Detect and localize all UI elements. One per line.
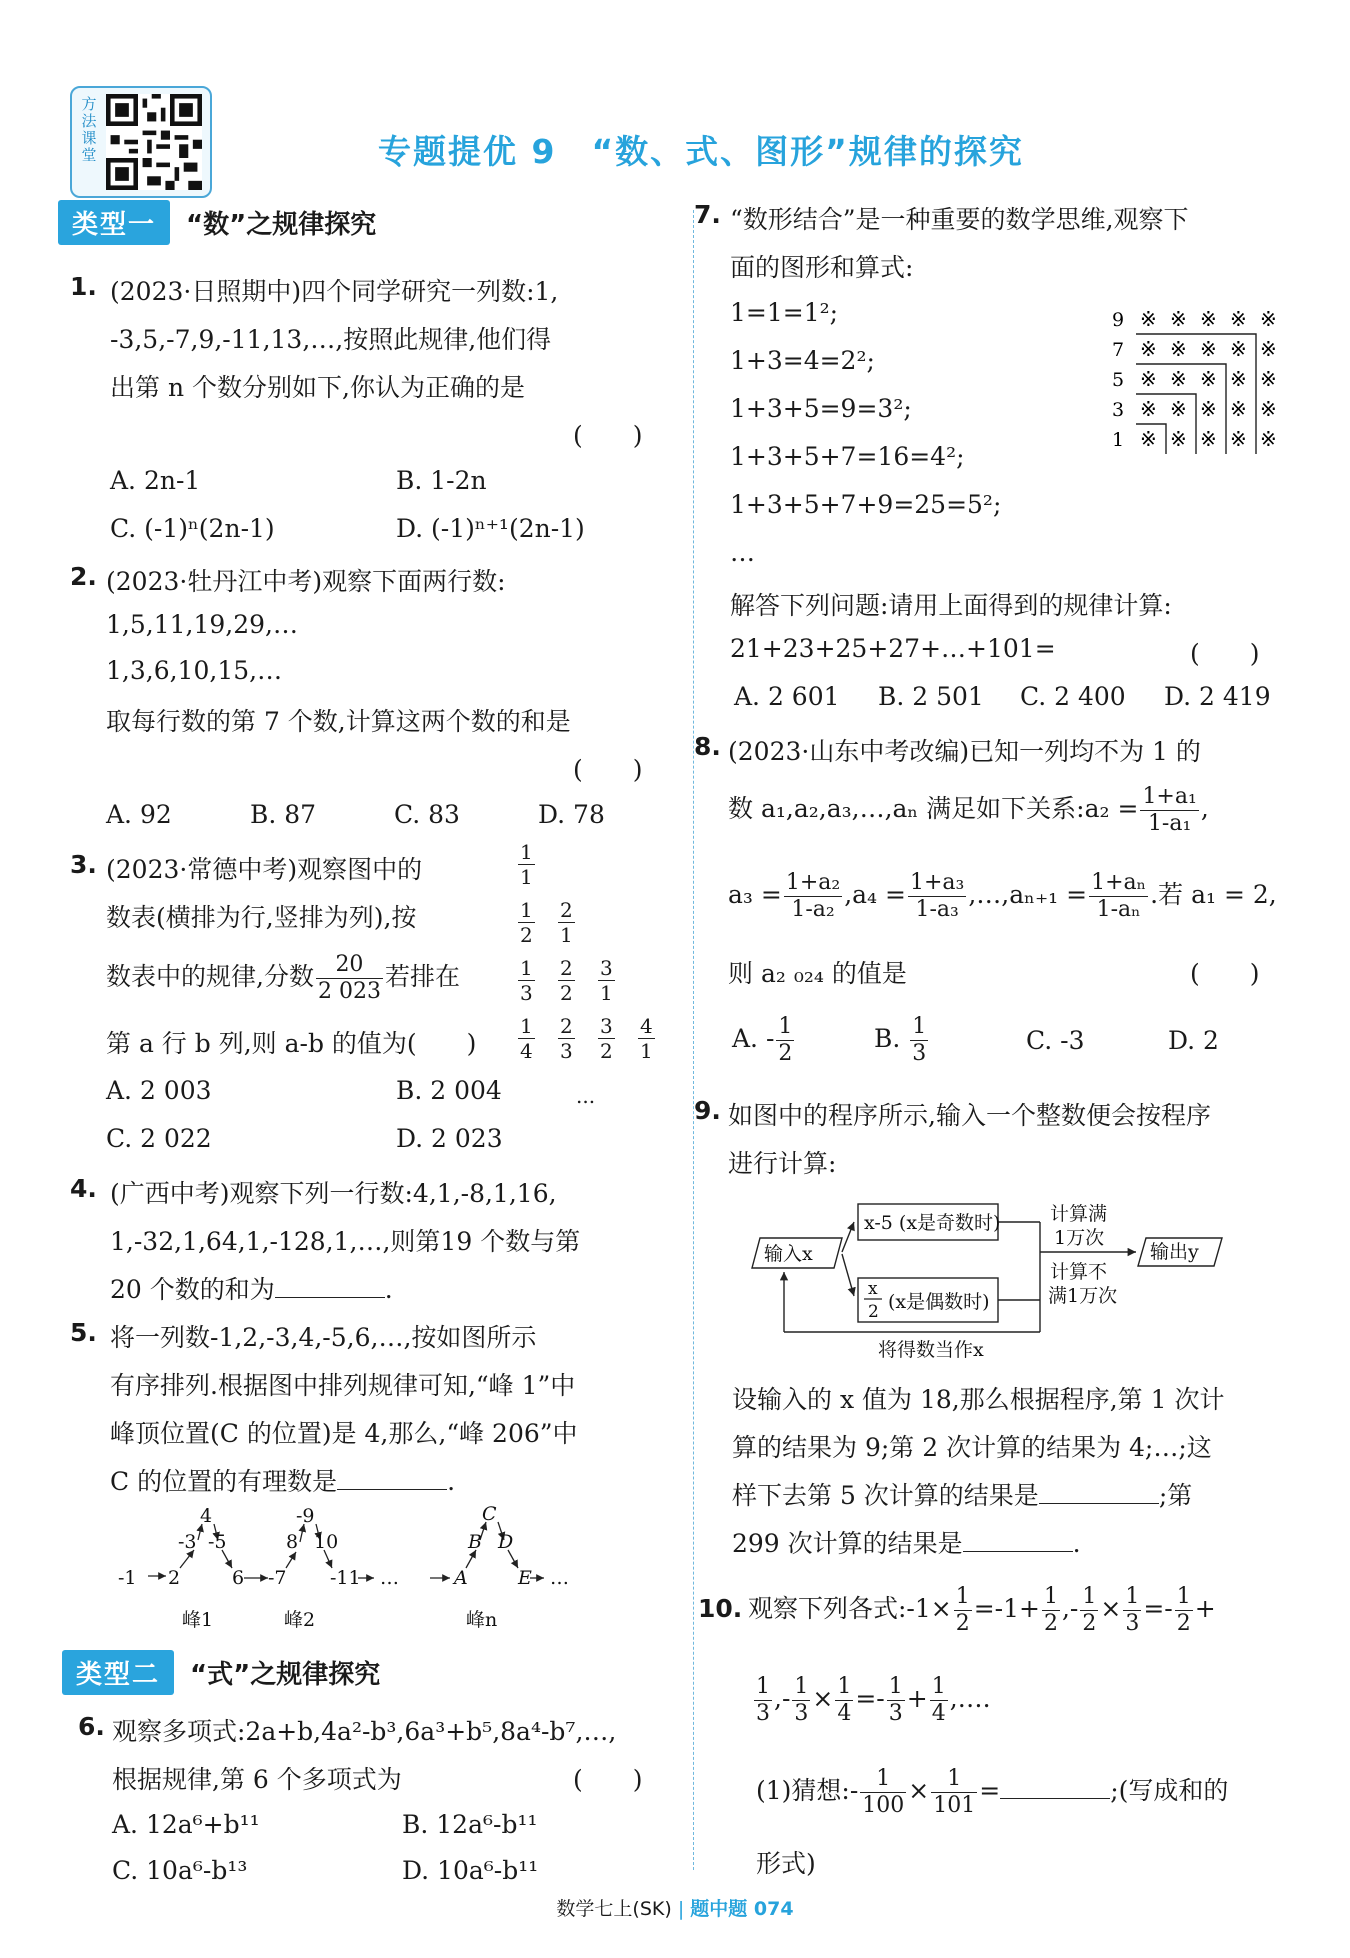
fraction-denominator: 1	[560, 923, 573, 947]
grid-symbol: ※	[1170, 397, 1187, 421]
page	[18, 14, 1332, 1944]
grid-symbol: ※	[1260, 367, 1277, 391]
diagram-number: -1	[118, 1567, 137, 1589]
fraction-numerator: 1	[860, 1766, 906, 1793]
fraction-denominator: 1	[520, 865, 533, 889]
qr-code-panel[interactable]	[70, 86, 212, 198]
flow-input-label: 输入x	[764, 1243, 813, 1265]
grid-row-label: 3	[1112, 399, 1125, 421]
question-text: 面的图形和算式:	[730, 253, 914, 282]
question-text: 取每行数的第 7 个数,计算这两个数的和是	[106, 707, 571, 736]
option-a[interactable]	[732, 1014, 796, 1067]
fraction	[316, 952, 383, 1005]
flow-condition: 计算不	[1050, 1261, 1108, 1283]
fraction	[860, 1766, 906, 1819]
diagram-letter: E	[518, 1567, 532, 1589]
question-text: 如图中的程序所示,输入一个整数便会按程序	[728, 1101, 1211, 1130]
question-text: 有序排列.根据图中排列规律可知,“峰 1”中	[110, 1371, 576, 1400]
question-number: 6.	[78, 1712, 105, 1741]
fraction-denominator: 2 023	[317, 979, 381, 1004]
question-number: 4.	[70, 1174, 97, 1203]
fraction	[792, 1674, 810, 1727]
option-c[interactable]: C. 83	[394, 800, 460, 829]
question-text-part: ;(写成和的	[1110, 1776, 1229, 1805]
diagram-number: -3	[178, 1531, 197, 1553]
fraction-denominator: 4	[931, 1701, 946, 1726]
question-text-part: C 的位置的有理数是	[110, 1467, 338, 1496]
option-c[interactable]: C. 10a⁶-b¹³	[112, 1856, 248, 1885]
grid-symbol: ※	[1170, 367, 1187, 391]
option-b[interactable]: B. 12a⁶-b¹¹	[402, 1810, 538, 1839]
section-type1	[58, 200, 376, 245]
diagram-number: 10	[314, 1531, 339, 1553]
fraction-numerator: 1	[1176, 1584, 1191, 1609]
grid-symbol: ※	[1170, 307, 1187, 331]
option-d[interactable]: D. 78	[538, 800, 605, 829]
question-text: 观察多项式:2a+b,4a²-b³,6a³+b⁵,8a⁴-b⁷,…,	[112, 1717, 617, 1746]
fraction-denominator: 2	[560, 981, 573, 1005]
question-text: 则 a₂ ₀₂₄ 的值是	[728, 959, 907, 988]
diagram-number: 2	[168, 1567, 181, 1589]
fraction	[835, 1674, 853, 1727]
option-a[interactable]: A. 92	[106, 800, 172, 829]
footer-book: 数学七上(SK)	[556, 1898, 672, 1920]
question-text: 解答下列问题:请用上面得到的规律计算:	[730, 591, 1172, 620]
grid-row-label: 1	[1112, 429, 1125, 451]
equation: 1=1=1²;	[730, 298, 839, 327]
question-text: 299 次计算的结果是 .	[732, 1529, 1081, 1558]
grid-symbol: ※	[1260, 427, 1277, 451]
fraction	[954, 1584, 972, 1637]
question-text: 观察下列各式:-1× $\frac{1}{2}$ =-1+ $\frac{1}{2}$ ,- $\frac{1}{2}$ × $\frac{1}{3}$ =- $\frac{1}{2}$ +	[748, 1584, 1216, 1636]
fraction-numerator: 1	[1082, 1584, 1097, 1609]
fraction-numerator: 3	[600, 956, 613, 980]
fraction	[1175, 1584, 1193, 1637]
fraction-numerator: 1+a₂	[785, 870, 841, 895]
question-text: 20 个数的和为 .	[110, 1275, 393, 1304]
flow-condition: 计算满	[1050, 1203, 1108, 1225]
diagram-number: 4	[200, 1505, 213, 1527]
option-b[interactable]	[874, 1014, 930, 1067]
fraction-denominator: 3	[560, 1039, 573, 1063]
fraction-denominator: 1-aₙ	[1096, 897, 1141, 922]
diagram-ellipsis: …	[380, 1567, 399, 1589]
question-number: 1.	[70, 272, 97, 301]
grid-row-label: 5	[1112, 369, 1125, 391]
answer-bracket[interactable]: ( )	[573, 1765, 643, 1794]
answer-bracket[interactable]: ( )	[1190, 959, 1260, 988]
diagram-letter: D	[498, 1531, 514, 1553]
diagram-letter: A	[454, 1567, 468, 1589]
answer-bracket[interactable]: ( )	[573, 755, 643, 784]
grid-symbol: ※	[1230, 307, 1247, 331]
fraction-denominator: 2	[1176, 1611, 1191, 1636]
fraction-numerator: 20	[316, 952, 383, 979]
diagram-number: -5	[208, 1531, 227, 1553]
equation: …	[730, 538, 755, 567]
fraction-denominator: 100	[862, 1793, 905, 1818]
fraction-numerator: 1	[931, 1766, 977, 1793]
option-d[interactable]: D. 10a⁶-b¹¹	[402, 1856, 539, 1885]
option-b[interactable]: B. 87	[250, 800, 317, 829]
fraction-numerator: 1	[794, 1674, 809, 1699]
fraction	[754, 1674, 772, 1727]
fraction	[1080, 1584, 1098, 1637]
fraction-denominator: 101	[933, 1793, 976, 1818]
diagram-number: -7	[268, 1567, 287, 1589]
option-c[interactable]: C. 2 022	[106, 1124, 212, 1153]
fraction-numerator: 1	[520, 956, 533, 980]
question-text-part: ,…,aₙ₊₁ =	[968, 880, 1088, 909]
qr-label: 方法课堂	[81, 95, 97, 164]
fraction-numerator: 2	[560, 898, 573, 922]
table-fraction	[558, 956, 575, 1005]
section-title: “式”之规律探究	[190, 1660, 381, 1690]
fraction-denominator: 2	[1082, 1611, 1097, 1636]
fraction	[887, 1674, 905, 1727]
fraction	[1042, 1584, 1060, 1637]
fraction-numerator: 1	[778, 1014, 793, 1039]
grid-row-label: 7	[1112, 339, 1125, 361]
question-text-part: 观察下列各式:-1×	[748, 1594, 952, 1623]
option-a[interactable]: A. 2 003	[106, 1076, 212, 1105]
option-c[interactable]: C. -3	[1026, 1026, 1085, 1055]
peak-diagram	[118, 1504, 678, 1634]
peak-label: 峰n	[466, 1609, 498, 1631]
equation: 1+3=4=2²;	[730, 346, 875, 375]
peak-label: 峰2	[284, 1609, 316, 1631]
fraction-denominator: 1-a₁	[1147, 811, 1192, 836]
fraction	[1123, 1584, 1141, 1637]
fraction-denominator: 2	[778, 1041, 793, 1066]
table-fraction	[598, 1014, 615, 1063]
flow-even-label: (x是偶数时)	[888, 1291, 990, 1313]
answer-bracket[interactable]: ( )	[1190, 639, 1260, 668]
table-fraction	[518, 956, 535, 1005]
flow-loop-label: 将得数当作x	[878, 1339, 984, 1361]
section-tag: 类型一	[58, 200, 170, 245]
grid-symbol: ※	[1140, 337, 1157, 361]
question-text-part: ,a₄ =	[844, 880, 906, 909]
qr-code-icon[interactable]	[106, 94, 202, 190]
question-text-part: ;第	[1158, 1481, 1193, 1510]
question-text: 出第 n 个数分别如下,你认为正确的是	[110, 373, 525, 402]
question-text-part: 样下去第 5 次计算的结果是	[732, 1481, 1039, 1510]
table-fraction	[518, 898, 535, 947]
fraction-numerator: 2	[560, 1014, 573, 1038]
flowchart	[748, 1186, 1288, 1366]
question-number: 10.	[698, 1594, 743, 1623]
question-text-part: 20 个数的和为	[110, 1275, 275, 1304]
footer-page: 题中题 074	[690, 1898, 794, 1920]
answer-blank[interactable]	[275, 1275, 385, 1298]
fraction-numerator: 1+aₙ	[1091, 870, 1147, 895]
fraction-numerator: 1	[756, 1674, 770, 1699]
question-number: 2.	[70, 562, 97, 591]
question-text-part: 数表中的规律,分数	[106, 962, 314, 991]
peak-label: 峰1	[182, 1609, 214, 1631]
question-text: 将一列数-1,2,-3,4,-5,6,…,按如图所示	[110, 1323, 537, 1352]
fraction-table	[516, 840, 686, 1100]
fraction-numerator: 1	[912, 1014, 927, 1039]
grid-row-label: 9	[1112, 309, 1125, 331]
section-type2	[62, 1650, 380, 1695]
question-text: 1,-32,1,64,1,-128,1,…,则第19 个数与第	[110, 1227, 581, 1256]
answer-blank[interactable]	[1039, 1481, 1159, 1504]
fraction-denominator: 3	[888, 1701, 903, 1726]
question-text: (2023·日照期中)四个同学研究一列数:1,	[110, 277, 559, 306]
question-text-part: (1)猜想:-	[756, 1776, 859, 1805]
fraction-numerator: 1	[520, 1014, 533, 1038]
fraction-numerator: 1	[520, 840, 533, 864]
fraction-denominator: 3	[1125, 1611, 1140, 1636]
fraction-denominator: 2	[600, 1039, 613, 1063]
question-text-part: =	[979, 1776, 1001, 1805]
fraction-numerator: 1	[931, 1674, 946, 1699]
option-c[interactable]: C. 2 400	[1020, 682, 1126, 711]
grid-symbol: ※	[1200, 337, 1217, 361]
number-row: 1,5,11,19,29,…	[106, 610, 298, 639]
section-title: “数”之规律探究	[186, 210, 377, 240]
question-text-part: a₃ =	[728, 880, 782, 909]
flow-even-numerator: x	[868, 1279, 878, 1299]
option-d[interactable]: D. 2 023	[396, 1124, 503, 1153]
fraction-numerator: 1	[888, 1674, 903, 1699]
answer-blank[interactable]	[1000, 1776, 1110, 1799]
question-text: 设输入的 x 值为 18,那么根据程序,第 1 次计	[732, 1385, 1225, 1414]
question-text: 数表(横排为行,竖排为列),按	[106, 903, 417, 932]
fraction-numerator: 1+a₃	[909, 870, 965, 895]
grid-symbol: ※	[1230, 367, 1247, 391]
question-text: -3,5,-7,9,-11,13,…,按照此规律,他们得	[110, 325, 552, 354]
answer-bracket[interactable]: ( )	[573, 421, 643, 450]
question-number: 9.	[694, 1096, 721, 1125]
fraction	[930, 1674, 948, 1727]
fraction-denominator: 4	[520, 1039, 533, 1063]
fraction-denominator: 2	[520, 923, 533, 947]
grid-symbol: ※	[1140, 307, 1157, 331]
grid-symbol: ※	[1260, 337, 1277, 361]
answer-blank[interactable]	[337, 1467, 447, 1490]
fraction	[908, 870, 966, 923]
number-row: 1,3,6,10,15,…	[106, 656, 283, 685]
fraction	[1140, 784, 1198, 837]
fraction-denominator: 2	[955, 1611, 970, 1636]
grid-symbol: ※	[1260, 397, 1277, 421]
fraction	[784, 870, 842, 923]
diagram-number: -9	[296, 1505, 315, 1527]
fraction-denominator: 1-a₃	[915, 897, 959, 922]
question-text: 形式)	[756, 1849, 816, 1878]
table-fraction	[638, 1014, 655, 1063]
question-text-part: 若排在	[384, 962, 460, 991]
page-title: 专题提优 9 “数、式、图形”规律的探究	[378, 132, 1024, 171]
fraction-denominator: 2	[1043, 1611, 1058, 1636]
flow-even-denominator: 2	[868, 1302, 879, 1322]
grid-symbol: ※	[1170, 337, 1187, 361]
fraction-numerator: 2	[560, 956, 573, 980]
fraction-denominator: 3	[520, 981, 533, 1005]
option-d[interactable]: D. 2	[1168, 1026, 1219, 1055]
question-text: 根据规律,第 6 个多项式为	[112, 1765, 402, 1794]
flow-condition: 满1万次	[1048, 1285, 1118, 1307]
option-a[interactable]: A. 2 601	[734, 682, 840, 711]
option-a[interactable]: A. 2n-1	[110, 466, 201, 495]
fraction	[931, 1766, 977, 1819]
question-text: (2023·常德中考)观察图中的	[106, 855, 423, 884]
question-text: 峰顶位置(C 的位置)是 4,那么,“峰 206”中	[110, 1419, 578, 1448]
question-text: C 的位置的有理数是 .	[110, 1467, 456, 1496]
fraction-denominator: 1	[640, 1039, 653, 1063]
page-footer: 数学七上(SK) | 题中题 074	[556, 1898, 794, 1920]
grid-symbol: ※	[1140, 427, 1157, 451]
fraction-denominator: 3	[912, 1041, 927, 1066]
option-prefix: B.	[874, 1024, 909, 1053]
fraction-numerator: 1	[520, 898, 533, 922]
fraction-numerator: 1	[955, 1584, 970, 1609]
diagram-number: 8	[286, 1531, 299, 1553]
fraction-denominator: 3	[756, 1701, 770, 1726]
fraction	[1089, 870, 1148, 923]
grid-symbol: ※	[1170, 427, 1187, 451]
column-divider	[693, 210, 694, 1870]
fraction-denominator: 1-a₂	[791, 897, 835, 922]
fraction-numerator: 1	[1125, 1584, 1140, 1609]
table-fraction	[598, 956, 615, 1005]
question-number: 5.	[70, 1318, 97, 1347]
question-text-part: 数 a₁,a₂,a₃,…,aₙ 满足如下关系:a₂ =	[728, 794, 1139, 823]
fraction	[910, 1014, 928, 1067]
question-text-part: 299 次计算的结果是	[732, 1529, 963, 1558]
option-d[interactable]: D. 2 419	[1164, 682, 1271, 711]
grid-symbol: ※	[1200, 397, 1217, 421]
diagram-number: -11	[330, 1567, 361, 1589]
fraction-denominator: 3	[794, 1701, 809, 1726]
option-a[interactable]: A. 12a⁶+b¹¹	[112, 1810, 260, 1839]
fraction-numerator: 1	[837, 1674, 852, 1699]
question-text: (1)猜想:- $\frac{1}{100}$ × $\frac{1}{101}$ = ;(写成和的	[756, 1766, 1229, 1818]
grid-symbol: ※	[1230, 397, 1247, 421]
diagram-ellipsis: …	[550, 1567, 569, 1589]
fraction-denominator: 1	[600, 981, 613, 1005]
question-text	[728, 870, 1277, 923]
question-text-part: .若 a₁ = 2,	[1150, 880, 1277, 909]
fraction-numerator: 1	[1043, 1584, 1058, 1609]
diagram-number: 6	[232, 1567, 245, 1589]
table-ellipsis: ...	[576, 1084, 596, 1108]
question-number: 8.	[694, 732, 721, 761]
question-text	[732, 1476, 1192, 1512]
flow-condition: 1万次	[1054, 1227, 1105, 1249]
question-text: 21+23+25+27+…+101=	[730, 634, 1056, 663]
question-text: 算的结果为 9;第 2 次计算的结果为 4;…;这	[732, 1433, 1212, 1462]
equation: 1+3+5=9=3²;	[730, 394, 912, 423]
fraction-numerator: 4	[640, 1014, 653, 1038]
option-c[interactable]: C. (-1)ⁿ(2n-1)	[110, 514, 275, 543]
table-fraction	[558, 898, 575, 947]
question-text: 数 a₁,a₂,a₃,…,aₙ 满足如下关系:a₂ = $\frac{\text{1+a₁}}{\text{1-a₁}}$ ,	[728, 784, 1209, 836]
grid-symbol: ※	[1200, 427, 1217, 451]
grid-symbol: ※	[1200, 367, 1217, 391]
odd-square-grid	[1108, 298, 1283, 468]
option-b[interactable]: B. 2 501	[878, 682, 984, 711]
table-fraction	[558, 1014, 575, 1063]
option-b[interactable]: B. 2 004	[396, 1076, 502, 1105]
question-number: 3.	[70, 850, 97, 879]
question-text	[106, 952, 460, 1005]
answer-blank[interactable]	[963, 1529, 1073, 1552]
fraction	[776, 1014, 794, 1067]
question-text: 进行计算:	[728, 1149, 837, 1178]
equation: 1+3+5+7+9=25=5²;	[730, 490, 1002, 519]
table-fraction	[518, 840, 535, 889]
question-text: “数形结合”是一种重要的数学思维,观察下	[730, 205, 1189, 234]
flow-odd-label: x-5 (x是奇数时)	[864, 1212, 1001, 1234]
question-text: (2023·山东中考改编)已知一列均不为 1 的	[728, 737, 1201, 766]
grid-symbol: ※	[1140, 397, 1157, 421]
fraction-numerator: 3	[600, 1014, 613, 1038]
question-text: (广西中考)观察下列一行数:4,1,-8,1,16,	[110, 1179, 557, 1208]
question-text: 第 a 行 b 列,则 a-b 的值为( )	[106, 1029, 477, 1058]
flow-output-label: 输出y	[1150, 1241, 1199, 1263]
option-b[interactable]: B. 1-2n	[396, 466, 487, 495]
table-fraction	[518, 1014, 535, 1063]
equation: 1+3+5+7=16=4²;	[730, 442, 965, 471]
diagram-letter: C	[482, 1504, 497, 1525]
option-prefix: A. -	[732, 1024, 775, 1053]
grid-symbol: ※	[1200, 307, 1217, 331]
grid-symbol: ※	[1230, 337, 1247, 361]
fraction-denominator: 4	[837, 1701, 852, 1726]
fraction-numerator: 1+a₁	[1142, 784, 1197, 809]
option-d[interactable]: D. (-1)ⁿ⁺¹(2n-1)	[396, 514, 585, 543]
grid-symbol: ※	[1260, 307, 1277, 331]
diagram-letter: B	[468, 1531, 482, 1553]
section-tag: 类型二	[62, 1650, 174, 1695]
question-text: $\frac{1}{3}$ ,- $\frac{1}{3}$ × $\frac{1}{4}$ =- $\frac{1}{3}$ + $\frac{1}{4}$ ,….	[756, 1674, 991, 1726]
grid-symbol: ※	[1140, 367, 1157, 391]
question-text: (2023·牡丹江中考)观察下面两行数:	[106, 567, 506, 596]
question-number: 7.	[694, 200, 721, 229]
grid-symbol: ※	[1230, 427, 1247, 451]
